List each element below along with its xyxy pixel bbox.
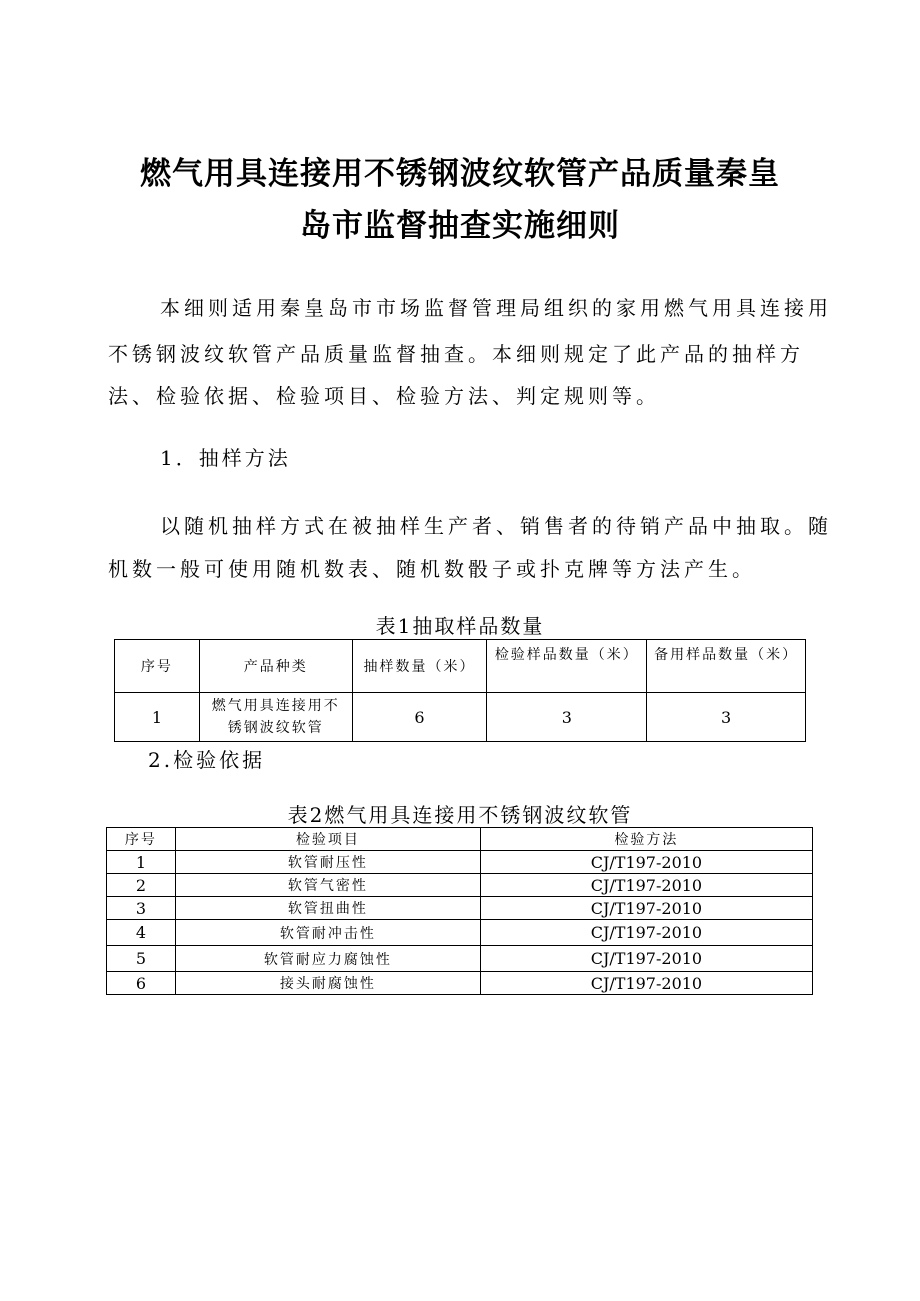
- intro-paragraph-line-1: 本细则适用秦皇岛市市场监督管理局组织的家用燃气用具连接用: [160, 296, 832, 320]
- header-cell: 检验方法: [480, 828, 812, 851]
- table-1-caption: 表1抽取样品数量: [375, 614, 545, 638]
- header-cell: 序号: [107, 828, 176, 851]
- row-number-cell: 1: [107, 851, 176, 874]
- header-cell: 序号: [115, 640, 200, 693]
- inspection-method-cell: CJ/T197-2010: [480, 897, 812, 920]
- row-number-cell: 1: [115, 693, 200, 742]
- sample-quantity-cell: 6: [352, 693, 487, 742]
- inspection-item-cell: 软管扭曲性: [175, 897, 480, 920]
- table-row: [107, 972, 813, 995]
- intro-paragraph-line-3: 法、检验依据、检验项目、检验方法、判定规则等。: [108, 384, 660, 408]
- inspection-method-cell: CJ/T197-2010: [480, 946, 812, 972]
- header-cell: 备用样品数量（米）: [647, 640, 806, 693]
- inspection-item-cell: 软管气密性: [175, 874, 480, 897]
- inspection-basis-table: [106, 827, 813, 995]
- test-quantity-cell: 3: [487, 693, 647, 742]
- table-row: [107, 851, 813, 874]
- table-row: [107, 874, 813, 897]
- intro-paragraph-line-2: 不锈钢波纹软管产品质量监督抽查。本细则规定了此产品的抽样方: [108, 342, 804, 366]
- header-cell: 检验项目: [175, 828, 480, 851]
- section-1-line-1: 以随机抽样方式在被抽样生产者、销售者的待销产品中抽取。随: [160, 514, 832, 538]
- inspection-item-cell: 软管耐冲击性: [175, 920, 480, 946]
- inspection-method-cell: CJ/T197-2010: [480, 972, 812, 995]
- table-2-caption: 表2燃气用具连接用不锈钢波纹软管: [287, 803, 633, 827]
- table-row: [107, 920, 813, 946]
- table-row: [115, 693, 806, 742]
- section-1-heading: 1．抽样方法: [160, 446, 291, 470]
- section-2-heading: 2.检验依据: [148, 748, 266, 772]
- inspection-method-cell: CJ/T197-2010: [480, 874, 812, 897]
- row-number-cell: 5: [107, 946, 176, 972]
- row-number-cell: 2: [107, 874, 176, 897]
- table-header-row: [115, 640, 806, 693]
- header-cell: 抽样数量（米）: [352, 640, 487, 693]
- inspection-method-cell: CJ/T197-2010: [480, 920, 812, 946]
- table-row: [107, 897, 813, 920]
- section-1-line-2: 机数一般可使用随机数表、随机数骰子或扑克牌等方法产生。: [108, 557, 756, 581]
- table-header-row: [107, 828, 813, 851]
- table-row: [107, 946, 813, 972]
- sample-quantity-table: [114, 639, 806, 742]
- inspection-item-cell: 接头耐腐蚀性: [175, 972, 480, 995]
- row-number-cell: 4: [107, 920, 176, 946]
- spare-quantity-cell: 3: [647, 693, 806, 742]
- header-cell: 产品种类: [199, 640, 352, 693]
- product-type-cell: 燃气用具连接用不锈钢波纹软管: [199, 693, 352, 742]
- row-number-cell: 3: [107, 897, 176, 920]
- document-title-line-2: 岛市监督抽查实施细则: [300, 208, 620, 244]
- document-title-line-1: 燃气用具连接用不锈钢波纹软管产品质量秦皇: [140, 156, 780, 192]
- inspection-method-cell: CJ/T197-2010: [480, 851, 812, 874]
- inspection-item-cell: 软管耐应力腐蚀性: [175, 946, 480, 972]
- header-cell: 检验样品数量（米）: [487, 640, 647, 693]
- row-number-cell: 6: [107, 972, 176, 995]
- inspection-item-cell: 软管耐压性: [175, 851, 480, 874]
